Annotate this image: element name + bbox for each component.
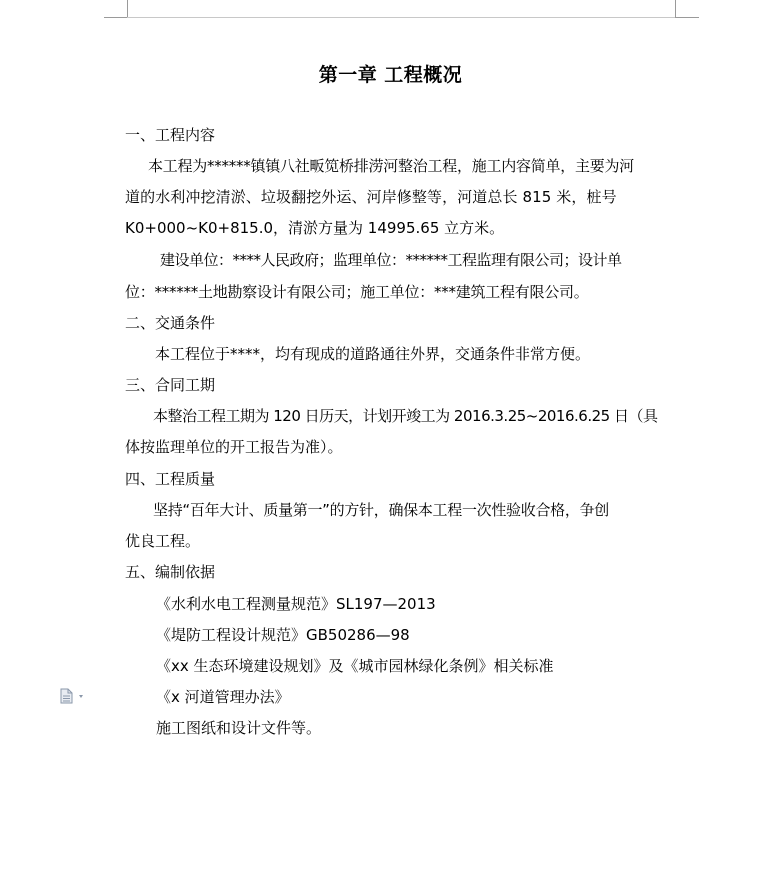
- section-heading-quality: 四、工程质量: [125, 470, 216, 488]
- reference-item: 《x 河道管理办法》: [156, 688, 290, 706]
- crop-mark-top-left-horizontal: [104, 17, 128, 18]
- paragraph-line: 道的水利冲挖清淤、垃圾翻挖外运、河岸修整等，河道总长 815 米，桩号: [125, 188, 617, 206]
- paragraph-line: 坚持“百年大计、质量第一”的方针，确保本工程一次性验收合格，争创: [153, 501, 609, 519]
- section-heading-traffic: 二、交通条件: [125, 314, 216, 332]
- paragraph-line: 本工程位于****，均有现成的道路通往外界，交通条件非常方便。: [155, 345, 591, 363]
- section-heading-content: 一、工程内容: [125, 126, 216, 144]
- crop-mark-top-right-horizontal: [675, 17, 699, 18]
- paragraph-line: 体按监理单位的开工报告为准）。: [125, 438, 343, 456]
- reference-item: 《水利水电工程测量规范》SL197—2013: [156, 595, 436, 613]
- paragraph-line: K0+000~K0+815.0，清淤方量为 14995.65 立方米。: [125, 219, 505, 237]
- reference-item: 《堤防工程设计规范》GB50286—98: [156, 626, 410, 644]
- chapter-title: 第一章 工程概况: [318, 64, 463, 86]
- reference-item: 《xx 生态环境建设规划》及《城市园林绿化条例》相关标准: [156, 657, 554, 675]
- document-paste-options-icon[interactable]: [60, 688, 88, 704]
- paragraph-line: 本工程为******镇镇八社畈笕桥排涝河整治工程，施工内容简单，主要为河: [148, 157, 635, 175]
- crop-mark-top-left-vertical: [127, 0, 128, 18]
- paragraph-line: 建设单位：****人民政府；监理单位：******工程监理有限公司；设计单: [160, 251, 622, 269]
- paragraph-line: 位：******土地勘察设计有限公司；施工单位：***建筑工程有限公司。: [125, 283, 589, 301]
- paragraph-line: 优良工程。: [125, 532, 201, 550]
- section-heading-basis: 五、编制依据: [125, 563, 216, 581]
- paragraph-line: 本整治工程工期为 120 日历天，计划开竣工为 2016.3.25~2016.6.25 日（具: [153, 407, 658, 425]
- crop-mark-top-right-vertical: [675, 0, 676, 18]
- reference-item: 施工图纸和设计文件等。: [156, 719, 322, 737]
- header-rule: [127, 17, 675, 18]
- section-heading-contract-period: 三、合同工期: [125, 376, 216, 394]
